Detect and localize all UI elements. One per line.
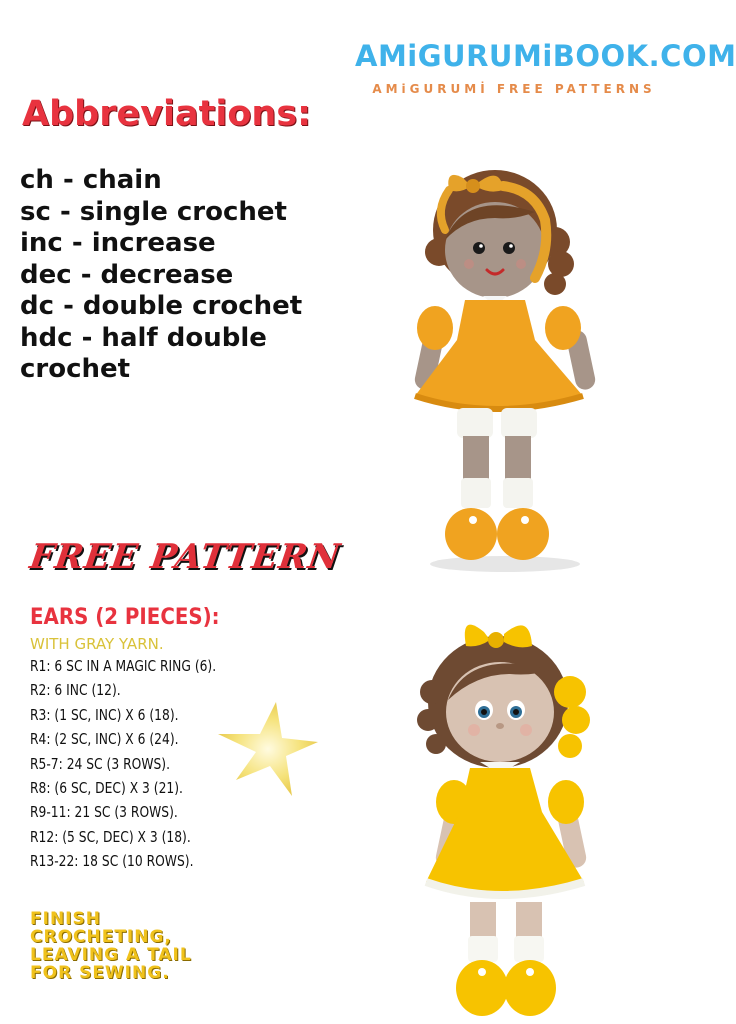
doll-photo-orange bbox=[405, 160, 605, 575]
star-icon bbox=[216, 700, 320, 800]
brand-subtitle: AMiGURUMİ FREE PATTERNS bbox=[372, 82, 656, 96]
abbreviation-item: crochet bbox=[20, 354, 131, 384]
pattern-round: R5-7: 24 SC (3 ROWS). bbox=[30, 754, 171, 773]
pattern-round: R8: (6 SC, DEC) X 3 (21). bbox=[30, 779, 183, 798]
brand-title[interactable]: AMiGURUMiBOOK.COM bbox=[355, 39, 736, 73]
pattern-round: R12: (5 SC, DEC) X 3 (18). bbox=[30, 827, 191, 846]
finish-line: CROCHETING, bbox=[30, 927, 172, 947]
ears-intro: WITH GRAY YARN. bbox=[30, 635, 164, 653]
free-pattern-heading: FREE PATTERN bbox=[27, 537, 344, 577]
finish-line: FOR SEWING. bbox=[30, 963, 170, 983]
abbreviation-item: hdc - half double bbox=[20, 322, 267, 353]
finish-note bbox=[30, 910, 260, 982]
pattern-round: R13-22: 18 SC (10 ROWS). bbox=[30, 852, 194, 871]
ears-title: EARS (2 PIECES): bbox=[30, 605, 220, 630]
pattern-round: R3: (1 SC, INC) X 6 (18). bbox=[30, 705, 179, 724]
brand-header bbox=[355, 38, 736, 96]
finish-line: FINISH bbox=[30, 909, 101, 929]
pattern-round: R2: 6 INC (12). bbox=[30, 681, 121, 700]
abbreviation-item: ch - chain bbox=[20, 165, 162, 195]
pattern-round: R1: 6 SC IN A MAGIC RING (6). bbox=[30, 657, 217, 675]
abbreviation-item: dc - double crochet bbox=[20, 291, 303, 321]
abbreviations-title: Abbreviations: bbox=[22, 94, 312, 134]
pattern-round: R4: (2 SC, INC) X 6 (24). bbox=[30, 730, 179, 749]
abbreviation-item: sc - single crochet bbox=[20, 196, 287, 227]
doll-photo-yellow bbox=[420, 612, 600, 1020]
abbreviations-list bbox=[20, 165, 340, 386]
pattern-round: R9-11: 21 SC (3 ROWS). bbox=[30, 803, 178, 822]
finish-line: LEAVING A TAIL bbox=[30, 945, 192, 965]
abbreviation-item: inc - increase bbox=[20, 228, 216, 258]
abbreviation-item: dec - decrease bbox=[20, 259, 234, 290]
